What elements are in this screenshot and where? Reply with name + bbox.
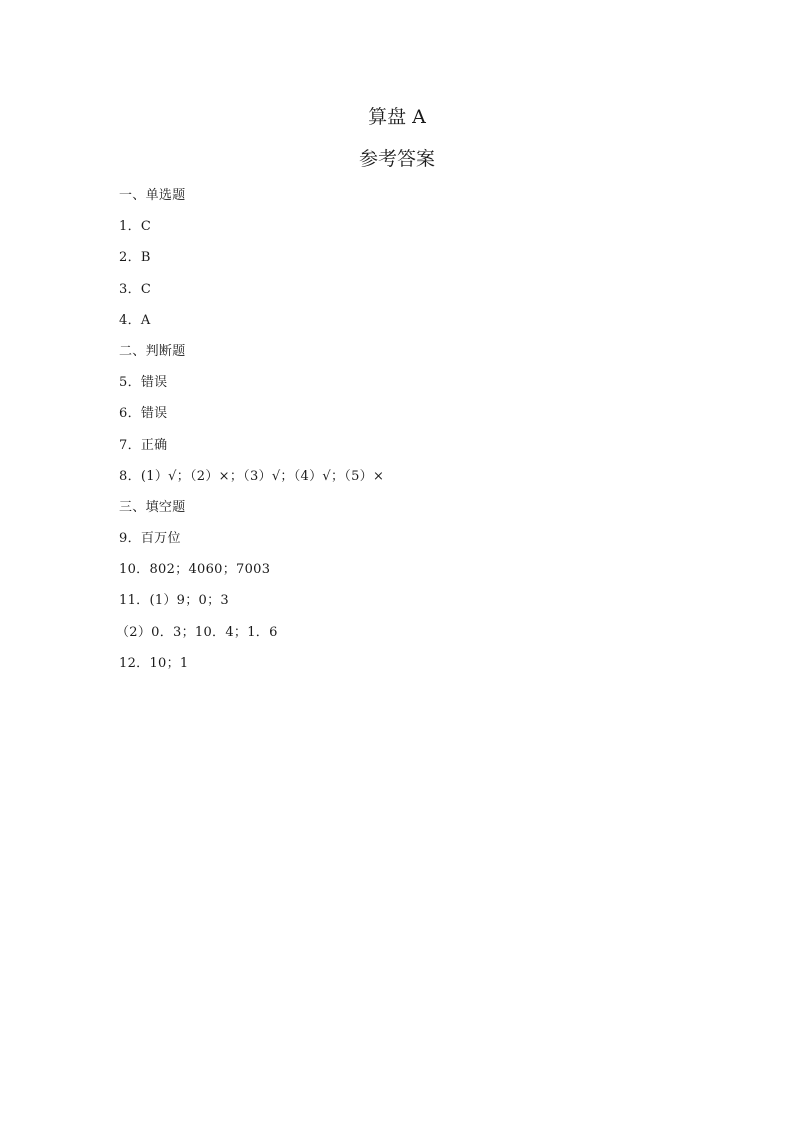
answer-line-11-part-2: （2）0．3；10．4；1．6 bbox=[116, 624, 278, 640]
section-heading-true-false: 二、判断题 bbox=[119, 343, 186, 359]
answer-list bbox=[116, 185, 385, 684]
section-heading-single-choice: 一、单选题 bbox=[119, 188, 186, 203]
answer-line-11: 11．(1）9；0；3 bbox=[119, 593, 229, 609]
answer-line-2: 2．B bbox=[119, 250, 151, 266]
answer-line-12: 12．10；1 bbox=[119, 655, 189, 671]
answer-line-7: 7．正确 bbox=[119, 437, 168, 453]
answer-line-3: 3．C bbox=[119, 281, 152, 297]
answer-line-4: 4．A bbox=[119, 312, 151, 328]
answer-line-9: 9．百万位 bbox=[119, 531, 181, 547]
document-title: 算盘 A bbox=[368, 106, 426, 128]
section-heading-fill-blank: 三、填空题 bbox=[119, 499, 186, 515]
document-subtitle: 参考答案 bbox=[358, 148, 435, 170]
answer-line-1: 1．C bbox=[119, 219, 152, 235]
answer-line-10: 10．802；4060；7003 bbox=[119, 562, 271, 578]
answer-line-8: 8．(1）√；（2）×；（3）√；（4）√；（5）× bbox=[119, 468, 385, 484]
answer-line-5: 5．错误 bbox=[119, 375, 168, 391]
answer-line-6: 6．错误 bbox=[119, 406, 168, 422]
